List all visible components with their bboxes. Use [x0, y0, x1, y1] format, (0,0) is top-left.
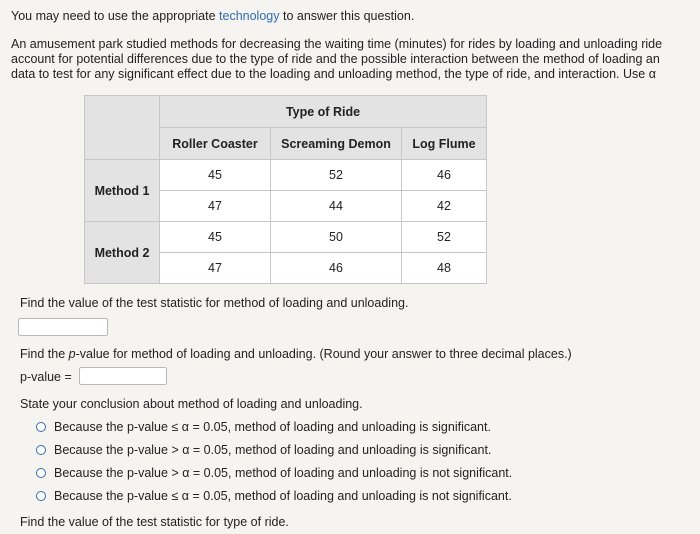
col-header-log-flume: Log Flume — [402, 128, 487, 160]
p-value-input[interactable] — [79, 367, 167, 385]
table-cell: 52 — [402, 222, 487, 253]
q1-answer-input[interactable] — [18, 318, 108, 336]
col-header-screaming-demon: Screaming Demon — [271, 128, 402, 160]
technology-link[interactable]: technology — [219, 9, 280, 23]
option-4[interactable] — [36, 489, 512, 503]
row-label-method-1: Method 1 — [85, 160, 160, 222]
table-cell: 47 — [160, 253, 271, 284]
col-header-roller-coaster: Roller Coaster — [160, 128, 271, 160]
table-cell: 46 — [271, 253, 402, 284]
table-cell: 52 — [271, 160, 402, 191]
table-cell: 50 — [271, 222, 402, 253]
data-table — [84, 95, 487, 284]
option-label: Because the p-value > α = 0.05, method of loading and unloading is not significant. — [54, 466, 513, 480]
intro-line — [11, 9, 414, 23]
problem-line-2: account for potential differences due to the type of ride and the possible interaction between the method of loading an — [11, 52, 660, 66]
table-cell: 47 — [160, 191, 271, 222]
row-label-method-2: Method 2 — [85, 222, 160, 284]
intro-prefix: You may need to use the appropriate — [11, 9, 220, 23]
option-label: Because the p-value > α = 0.05, method of loading and unloading is significant. — [54, 443, 492, 457]
table-cell: 45 — [160, 160, 271, 191]
table-cell: 46 — [402, 160, 487, 191]
table-cell: 42 — [402, 191, 487, 222]
option-label: Because the p-value ≤ α = 0.05, method of loading and unloading is significant. — [54, 420, 491, 434]
radio-button[interactable] — [36, 445, 46, 455]
radio-button[interactable] — [36, 422, 46, 432]
option-2[interactable] — [36, 443, 491, 457]
corner-cell — [85, 96, 160, 160]
q3-prompt: State your conclusion about method of loading and unloading. — [20, 397, 363, 411]
group-header: Type of Ride — [160, 96, 487, 128]
q4-prompt: Find the value of the test statistic for type of ride. — [20, 515, 289, 529]
option-label: Because the p-value ≤ α = 0.05, method of loading and unloading is not significant. — [54, 489, 512, 503]
radio-button[interactable] — [36, 491, 46, 501]
table-cell: 45 — [160, 222, 271, 253]
intro-suffix: to answer this question. — [279, 9, 415, 23]
radio-button[interactable] — [36, 468, 46, 478]
q1-prompt: Find the value of the test statistic for method of loading and unloading. — [20, 296, 409, 310]
problem-line-3: data to test for any significant effect due to the loading and unloading method, the type of ride, and interaction. Use α — [11, 67, 656, 81]
problem-line-1: An amusement park studied methods for decreasing the waiting time (minutes) for rides by loading and unloading ride — [11, 37, 663, 51]
table-cell: 48 — [402, 253, 487, 284]
table-cell: 44 — [271, 191, 402, 222]
q2-prompt: Find the p-value for method of loading and unloading. (Round your answer to three decimal places.) — [20, 347, 572, 361]
option-1[interactable] — [36, 420, 491, 434]
option-3[interactable] — [36, 466, 512, 480]
p-value-label: p-value = — [20, 370, 72, 384]
